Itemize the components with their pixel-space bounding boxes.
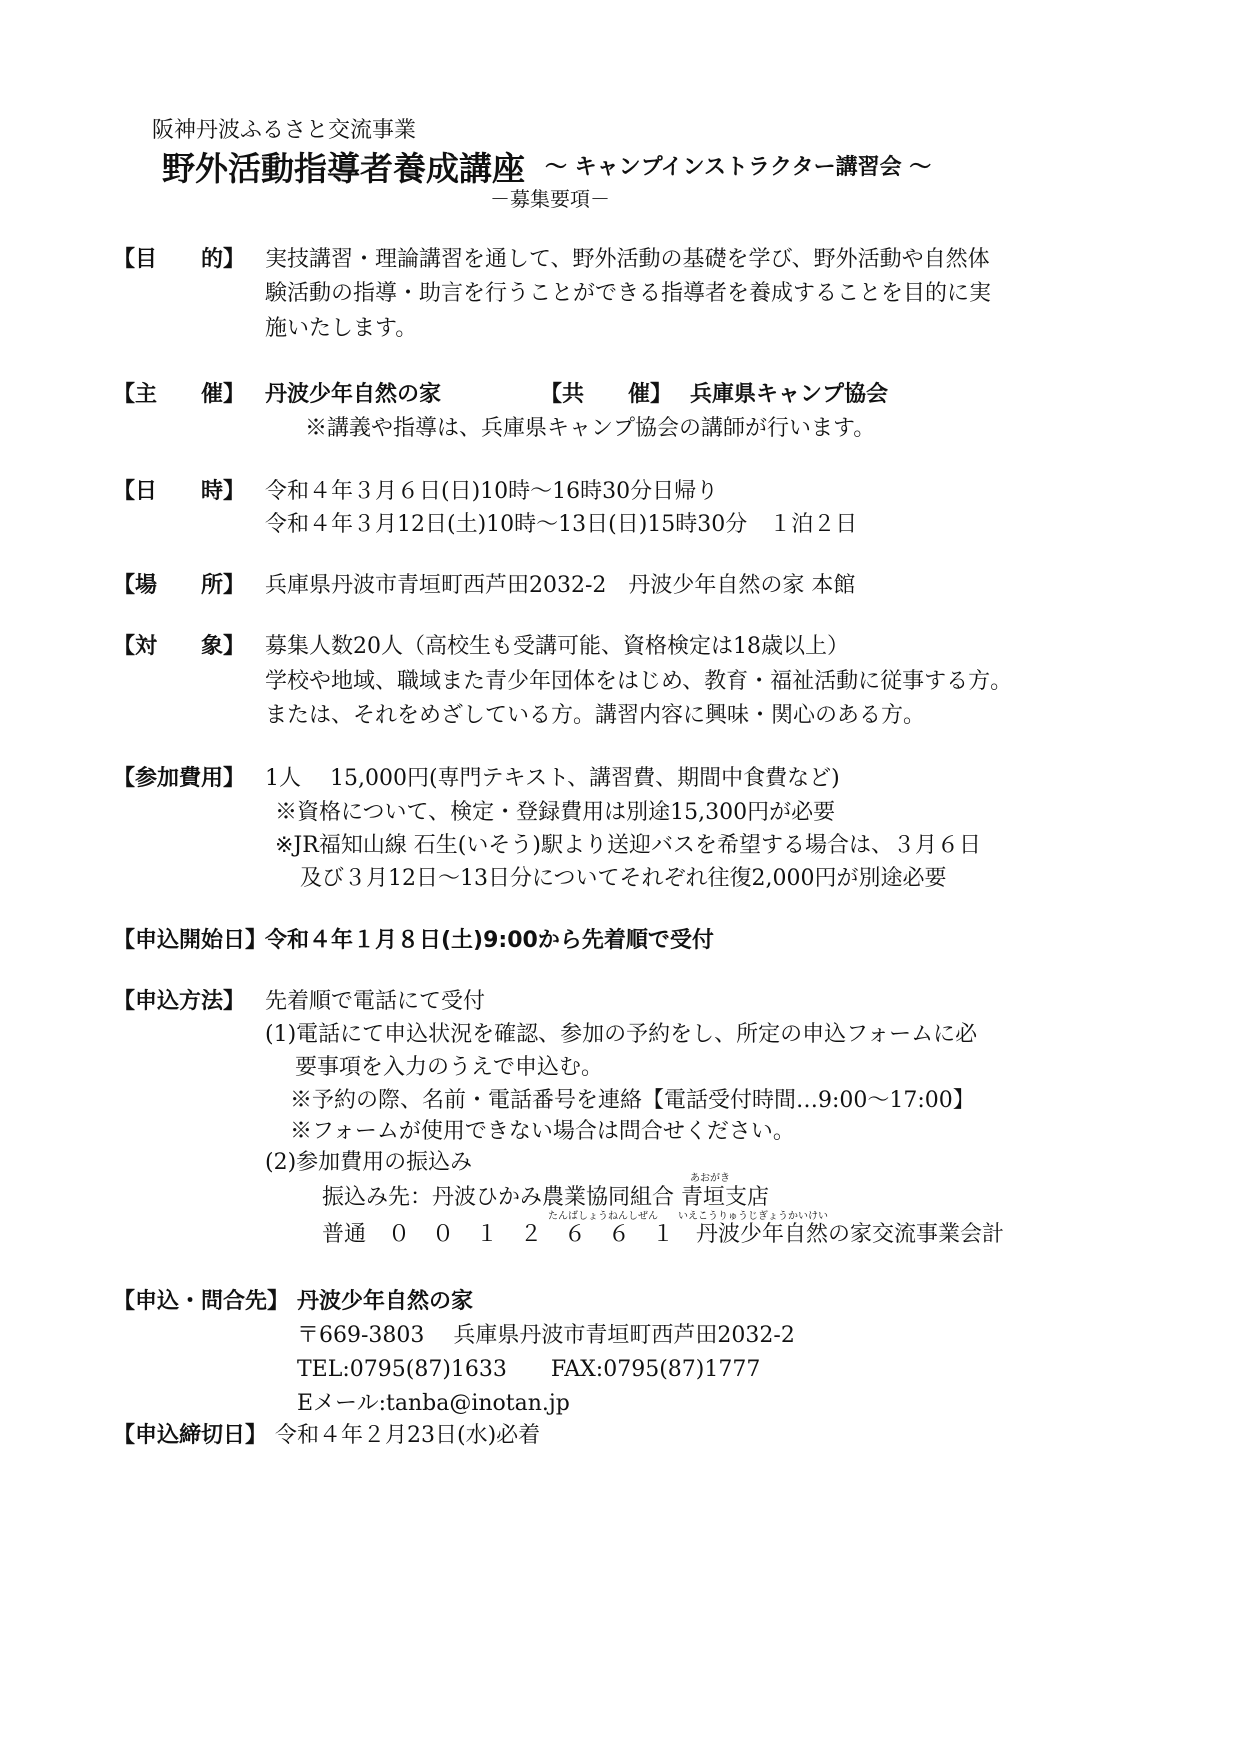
contact-email: Eメール:tanba@inotan.jp xyxy=(297,1391,570,1416)
method-note-2: ※フォームが使用できない場合は問合せください。 xyxy=(290,1119,795,1144)
schedule-line-1: 令和４年３月６日(日)10時～16時30分日帰り xyxy=(265,479,719,504)
schedule-label: 【日 時】 xyxy=(113,479,246,504)
org-line: 阪神丹波ふるさと交流事業 xyxy=(152,118,417,143)
organizer-value: 丹波少年自然の家 xyxy=(265,382,442,407)
method-step-1b: 要事項を入力のうえで申込む。 xyxy=(295,1055,604,1080)
method-label: 【申込方法】 xyxy=(113,989,246,1014)
contact-name: 丹波少年自然の家 xyxy=(297,1289,474,1314)
fee-label: 【参加費用】 xyxy=(113,766,246,791)
account-ruby: たんばしょうねんしぜん いえこうりゅうじぎょうかいけい xyxy=(548,1211,828,1222)
method-step-2: (2)参加費用の振込み xyxy=(265,1150,473,1175)
method-intro: 先着順で電話にて受付 xyxy=(265,989,486,1014)
deadline-label: 【申込締切日】 xyxy=(113,1423,268,1448)
fee-main: 1人 15,000円(専門テキスト、講習費、期間中食費など) xyxy=(265,766,840,791)
start-date-label: 【申込開始日】 xyxy=(113,928,268,953)
target-label: 【対 象】 xyxy=(113,634,246,659)
contact-address: 〒669-3803 兵庫県丹波市青垣町西芦田2032-2 xyxy=(297,1323,795,1348)
contact-label: 【申込・問合先】 xyxy=(113,1289,290,1314)
purpose-line-2: 験活動の指導・助言を行うことができる指導者を養成することを目的に実 xyxy=(265,281,992,306)
method-step-1a: (1)電話にて申込状況を確認、参加の予約をし、所定の申込フォームに必 xyxy=(265,1022,978,1047)
page-title: 野外活動指導者養成講座 xyxy=(162,149,525,188)
start-date-value: 令和４年１月８日(土)9:00から先着順で受付 xyxy=(265,928,714,953)
deadline-value: 令和４年２月23日(水)必着 xyxy=(275,1423,541,1448)
target-line-1: 募集人数20人（高校生も受講可能、資格検定は18歳以上） xyxy=(265,634,849,659)
venue-value: 兵庫県丹波市青垣町西芦田2032-2 丹波少年自然の家 本館 xyxy=(265,573,856,598)
fee-note-1: ※資格について、検定・登録費用は別途15,300円が必要 xyxy=(275,800,836,825)
target-line-3: または、それをめざしている方。講習内容に興味・関心のある方。 xyxy=(265,703,926,728)
co-organizer-value: 兵庫県キャンプ協会 xyxy=(690,382,889,407)
fee-note-2a: ※JR福知山線 石生(いそう)駅より送迎バスを希望する場合は、３月６日 xyxy=(275,833,981,858)
purpose-label: 【目 的】 xyxy=(113,247,246,272)
bank-line: 振込み先：丹波ひかみ農業協同組合 青垣支店 xyxy=(322,1185,769,1210)
contact-phone: TEL:0795(87)1633 FAX:0795(87)1777 xyxy=(297,1357,761,1382)
bank-ruby: あおがき xyxy=(690,1173,730,1184)
organizer-note: ※講義や指導は、兵庫県キャンプ協会の講師が行います。 xyxy=(305,416,876,441)
target-line-2: 学校や地域、職域また青少年団体をはじめ、教育・福祉活動に従事する方。 xyxy=(265,669,1013,694)
method-note-1: ※予約の際、名前・電話番号を連絡【電話受付時間…9:00～17:00】 xyxy=(290,1088,975,1113)
account-line: 普通 ０ ０ １ ２ ６ ６ １ 丹波少年自然の家交流事業会計 xyxy=(322,1222,1005,1247)
purpose-line-1: 実技講習・理論講習を通して、野外活動の基礎を学び、野外活動や自然体 xyxy=(265,247,990,272)
page-subtitle: ～ キャンプインストラクター講習会 ～ xyxy=(545,155,932,180)
purpose-line-3: 施いたします。 xyxy=(265,316,418,341)
venue-label: 【場 所】 xyxy=(113,573,246,598)
organizer-label: 【主 催】 xyxy=(113,382,246,407)
fee-note-2b: 及び３月12日～13日分についてそれぞれ往復2,000円が別途必要 xyxy=(300,866,947,891)
subheading: －募集要項－ xyxy=(490,187,610,211)
co-organizer-label: 【共 催】 xyxy=(540,382,673,407)
schedule-line-2: 令和４年３月12日(土)10時～13日(日)15時30分 １泊２日 xyxy=(265,512,858,537)
